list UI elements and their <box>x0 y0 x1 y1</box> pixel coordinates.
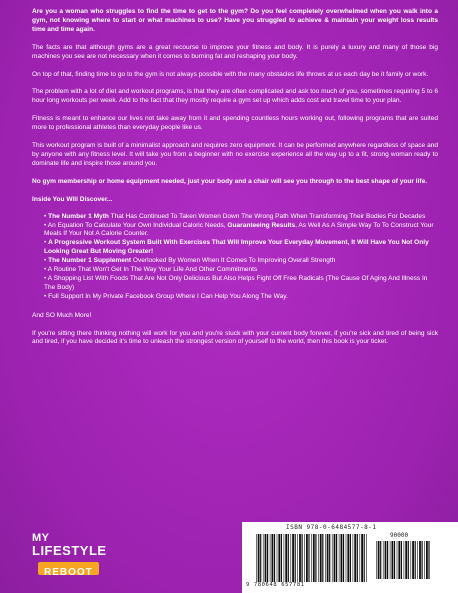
barcode-bar <box>318 534 319 582</box>
barcode-bar <box>401 541 402 579</box>
barcode-bar <box>260 534 261 582</box>
intro-paragraph: Are you a woman who struggles to find the time to get to the gym? Do you feel completely overwhelmed when you walk into a gym, not knowing where to start or what machines to use? Have you struggled to achieve & maintain your weight loss results time and time again. <box>32 8 438 33</box>
barcode-bar <box>272 534 274 582</box>
price-code: 90000 <box>390 532 409 539</box>
barcode-bar <box>385 541 387 579</box>
barcode-bar <box>426 541 428 579</box>
barcode-bar <box>428 541 429 579</box>
barcode-bar <box>278 534 280 582</box>
barcode-bar <box>263 534 264 582</box>
barcode-bar <box>315 534 316 582</box>
barcode-bar <box>398 541 400 579</box>
list-item: • The Number 1 Supplement Overlooked By Women When It Comes To Improving Overall Strength <box>44 257 336 265</box>
barcode-bar <box>350 534 351 582</box>
barcode-bar <box>405 541 407 579</box>
ean-barcode-icon <box>256 534 368 582</box>
barcode-bar <box>322 534 323 582</box>
barcode-bar <box>295 534 296 582</box>
barcode-bar <box>424 541 425 579</box>
barcode-bar <box>387 541 388 579</box>
barcode-bar <box>320 534 322 582</box>
barcode-bar <box>292 534 294 582</box>
barcode-bar <box>285 534 287 582</box>
barcode-bar <box>390 541 391 579</box>
isbn-barcode <box>242 522 458 593</box>
barcode-bar <box>277 534 278 582</box>
list-item: • An Equation To Calculate Your Own Individual Caloric Needs, Guaranteeing Results, As Well As A Simple Way To To Construct Your Meals If Your Not A Calorie Counter. <box>44 221 434 238</box>
list-item: • Full Support In My Private Facebook Group Where I Can Help You Along The Way. <box>44 292 288 300</box>
ean-digits: 9 780648 657781 <box>246 582 305 588</box>
barcode-bar <box>360 534 361 582</box>
barcode-bar <box>306 534 308 582</box>
barcode-bar <box>341 534 343 582</box>
body-paragraph: The problem with a lot of diet and workout programs, is that they are often complicated and ask too much of you, sometimes requiring 5 to 6 hour long workouts per week. Add to the fact that they mostly require a gym set up which adds cost and travel time to your plan. <box>32 88 438 105</box>
barcode-bar <box>304 534 305 582</box>
barcode-bar <box>288 534 289 582</box>
barcode-bar <box>334 534 336 582</box>
list-item: • A Routine That Won't Get In The Way Your Life And Other Commitments <box>44 266 258 274</box>
barcode-bar <box>299 534 301 582</box>
barcode-bar <box>336 534 337 582</box>
list-item: • A Progressive Workout System Built With Exercises That Will Improve Your Everyday Movement, It Will Have You Not Only Looking Great But Moving Greater! <box>44 239 429 256</box>
body-paragraph: The facts are that although gyms are a great recourse to improve your fitness and body. It is purely a luxury and many of those big machines you see are not necessary when it comes to burning fat and reshaping your body. <box>32 43 438 60</box>
barcode-bar <box>325 534 326 582</box>
barcode-bar <box>308 534 309 582</box>
barcode-bar <box>274 534 275 582</box>
barcode-bar <box>422 541 423 579</box>
list-item: • The Number 1 Myth That Has Continued To Taken Women Down The Wrong Path When Transforming Their Bodies For Decades <box>44 212 426 220</box>
highlight-paragraph: No gym membership or home equipment needed, just your body and a chair will see you through to the best shape of your life. <box>32 177 428 185</box>
barcode-bar <box>392 541 394 579</box>
barcode-bar <box>284 534 285 582</box>
barcode-bar <box>404 541 405 579</box>
barcode-bar <box>419 541 421 579</box>
body-paragraph: This workout program is built of a minimalist approach and requires zero equipment. It can be performed anywhere regardless of space and by anyone with any fitness level. It will take you from a beginner with no exercise experience all the way up to a fit, strong woman ready to dominate life and inspire those around you. <box>32 142 438 167</box>
barcode-bar <box>258 534 260 582</box>
barcode-bar <box>332 534 333 582</box>
barcode-bar <box>383 541 384 579</box>
price-barcode-icon <box>376 541 430 579</box>
barcode-bar <box>313 534 315 582</box>
barcode-bar <box>302 534 303 582</box>
barcode-bar <box>270 534 271 582</box>
barcode-bar <box>408 541 409 579</box>
list-item: • A Shopping List With Foods That Are Not Only Delicious But Also Helps Fight Off Free Radicals (The Cause Of Aging And Illness In The Body) <box>44 274 428 291</box>
body-paragraph: On top of that, finding time to go to the gym is not always possible with the many obstacles life throws at us each day be it family or work. <box>32 70 429 78</box>
barcode-bar <box>397 541 398 579</box>
barcode-bar <box>411 541 412 579</box>
discover-list <box>44 213 438 302</box>
barcode-bar <box>267 534 268 582</box>
barcode-bar <box>339 534 340 582</box>
barcode-bar <box>353 534 354 582</box>
logo-line-lifestyle: LIFESTYLE <box>32 543 107 558</box>
barcode-bar <box>415 541 416 579</box>
barcode-bar <box>347 534 349 582</box>
barcode-bar <box>394 541 395 579</box>
barcode-bar <box>417 541 418 579</box>
barcode-bar <box>378 541 380 579</box>
barcode-bar <box>357 534 358 582</box>
logo-reboot-badge <box>38 562 99 578</box>
barcode-bar <box>327 534 329 582</box>
barcode-bar <box>291 534 292 582</box>
body-paragraph: Fitness is meant to enhance our lives not take away from it and spending countless hours working out, following programs that are suited more to professional athletes than everyday people like us. <box>32 115 438 132</box>
barcode-bar <box>376 541 377 579</box>
barcode-bar <box>343 534 344 582</box>
barcode-bar <box>329 534 330 582</box>
barcode-bar <box>297 534 298 582</box>
barcode-bar <box>412 541 414 579</box>
isbn-label: ISBN 978-0-6484577-8-1 <box>286 524 377 531</box>
barcode-bar <box>380 541 381 579</box>
barcode-bar <box>281 534 282 582</box>
logo-line-reboot: REBOOT <box>44 567 93 578</box>
logo-line-my: MY <box>32 532 50 544</box>
brand-logo <box>32 532 132 582</box>
barcode-bar <box>366 534 367 582</box>
and-more-text: And SO Much More! <box>32 311 92 319</box>
barcode-bar <box>311 534 312 582</box>
barcode-bar <box>361 534 363 582</box>
closing-paragraph: If you're sitting there thinking nothing will work for you and you're stuck with your current body forever, if you're sick and tired of being sick and tired, if you have decided it's time to unleash the strongest version of yourself to the world, then this book is your ticket. <box>32 329 438 346</box>
barcode-bar <box>354 534 356 582</box>
barcode-bar <box>265 534 267 582</box>
blurb-content <box>32 8 438 356</box>
barcode-bar <box>364 534 365 582</box>
discover-heading: Inside You Will Discover... <box>32 195 113 203</box>
barcode-bar <box>256 534 257 582</box>
barcode-bar <box>346 534 347 582</box>
